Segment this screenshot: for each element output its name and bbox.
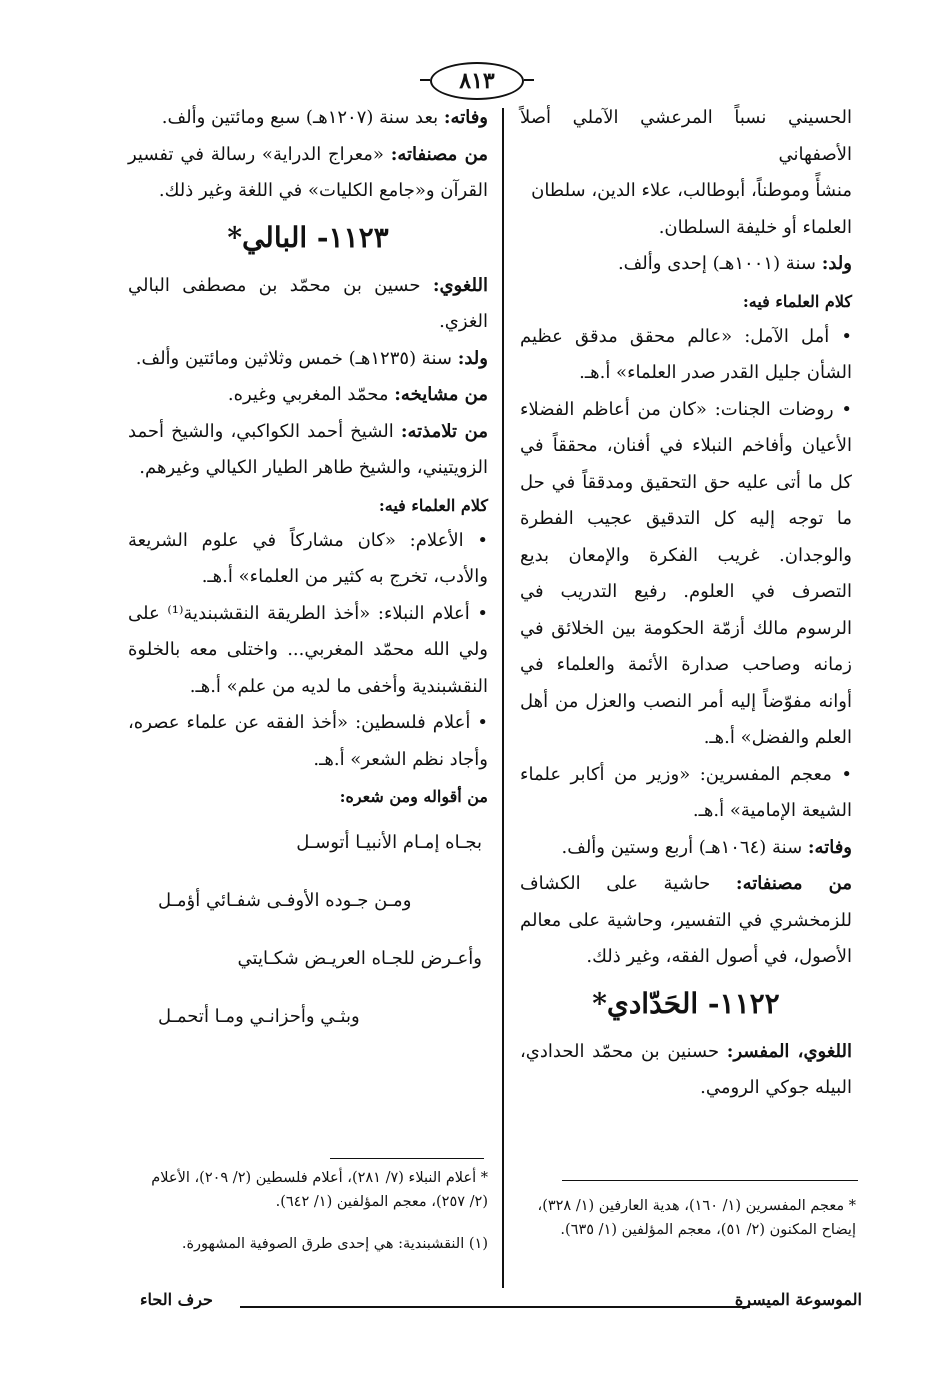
page-number: ٨١٣ (430, 62, 524, 100)
born-label: ولد: (457, 347, 488, 369)
footnote-rule (330, 1158, 484, 1159)
entry-heading: ١١٢٢- الحَدّادي* (592, 986, 780, 1020)
text-line: العلماء أو خليفة السلطان. (658, 216, 852, 238)
teachers-value: محمّد المغربي وغيره. (227, 384, 389, 405)
footer-title: الموسوعة الميسرة (734, 1290, 862, 1309)
lugha-value: حسين بن محمّد بن مصطفى البالي الغزي. (128, 274, 488, 332)
students-value: الشيخ أحمد الكواكبي، والشيخ أحمد الزويتيني، والشيخ طاهر الطيار الكيالي وغيرهم. (128, 420, 488, 478)
birth-line (520, 246, 852, 283)
death-value: بعد سنة (١٢٠٧هـ) سبع ومائتين وألف. (161, 107, 439, 128)
quote: • روضات الجنات: «كان من أعاظم الفضلاء الأعيان وأفاخم النبلاء في أفنان، محققاً في كل ما أتى عليه حق التحقيق ومدققاً في حل ما توجه إليه كل التدقيق عجيب الفطرة والوجدان. غريب الفكرة والإمعان بديع التصرف في العلوم. رفيع التدريب في الرسوم مالك أزمّة الحكومة بين الخلائق في زمانه وصاحب صدارة الأئمة والعلماء في أوانه مفوّضاً إليه أمر النصب والعزل من أهل العلم والفضل» أ.هـ. (520, 398, 852, 748)
lugha-line (128, 268, 488, 341)
footnote-rule (562, 1180, 858, 1181)
born-label: ولد: (821, 253, 852, 274)
works-value: «معراج الدراية» رسالة في تفسير القرآن و«جامع الكليات» في اللغة وغير ذلك. (128, 143, 488, 201)
works-label: من مصنفاته: (390, 143, 488, 165)
death-line (520, 830, 852, 867)
lugha-value: حسنين بن محمّد الحدادي، البيله جوكي الرومي. (520, 1040, 852, 1098)
footnote: * معجم المفسرين (١/ ١٦٠)، هدية العارفين (١/ ٣٢٨)، إيضاح المكنون (٢/ ٥١)، معجم المؤلفين (١/ ٦٣٥). (537, 1198, 856, 1238)
lugha-label: اللغوي: (432, 274, 488, 296)
teachers-line (128, 377, 488, 414)
works-line (520, 866, 852, 976)
text-line: الحسيني نسباً المرعشي الآملي أصلاً الأصفهاني (520, 107, 852, 165)
left-column (128, 100, 488, 1046)
right-column (520, 100, 852, 1107)
verse-line: وبثـي وأحزانـي ومـا أتحمـل (158, 1006, 360, 1027)
footer-section: حرف الحاء (140, 1290, 213, 1309)
death-value: سنة (١٠٦٤هـ) أربع وستين وألف. (561, 836, 803, 858)
quote: • أمل الآمل: «عالم محقق مدقق عظيم الشأن جليل القدر صدر العلماء» أ.هـ. (520, 325, 852, 383)
footnote: (١) النقشبندية: هي إحدى طرق الصوفية المشهورة. (181, 1236, 488, 1252)
students-line (128, 414, 488, 487)
teachers-label: من مشايخه: (394, 384, 488, 405)
quote: • معجم المفسرين: «وزير من أكابر علماء الشيعة الإمامية» أ.هـ. (520, 763, 852, 821)
lugha-line (520, 1034, 852, 1107)
footnote: * أعلام النبلاء (٧/ ٢٨١)، أعلام فلسطين (٢/ ٢٠٩)، الأعلام (٢/ ٢٥٧)، معجم المؤلفين (١/ ٦٤٢). (151, 1170, 488, 1210)
quote: • أعلام فلسطين: «أخذ الفقه عن علماء عصره، وأجاد نظم الشعر» أ.هـ. (128, 712, 488, 770)
born-value: سنة (١٠٠١هـ) إحدى وألف. (617, 253, 816, 274)
sayings-heading: من أقواله ومن شعره: (339, 787, 488, 806)
footer-rule (240, 1306, 750, 1308)
text-line: منشأً وموطناً، أبوطالب، علاء الدين، سلطان (531, 180, 852, 201)
entry-heading: ١١٢٣- البالي* (227, 220, 389, 254)
death-line (128, 100, 488, 137)
born-value: سنة (١٢٣٥هـ) خمس وثلاثين ومائتين وألف. (135, 347, 452, 369)
quote: • الأعلام: «كان مشاركاً في علوم الشريعة والأدب، تخرج به كثير من العلماء» أ.هـ. (128, 529, 488, 587)
scholars-heading: كلام العلماء فيه: (378, 495, 488, 515)
column-divider (502, 108, 504, 1288)
death-label: وفاته: (807, 836, 852, 858)
verse-line: بجـاه إمـام الأنبيـا أتوسـل (296, 832, 482, 853)
verse-line: ومـن جـوده الأوفـى شفـائي أؤمـل (158, 890, 412, 911)
verse-line: وأعـرض للجـاه العريـض شكـايتي (237, 948, 482, 969)
works-value: حاشية على الكشاف للزمخشري في التفسير، وحاشية على معالم الأصول، في أصول الفقه، وغير ذلك. (520, 873, 852, 967)
death-label: وفاته: (443, 107, 488, 128)
quote: • أعلام النبلاء: «أخذ الطريقة النقشبندية⁽¹⁾ على ولي الله محمّد المغربي... واختلى معه بالخلوة النقشبندية وأخفى ما لديه من علم» أ.هـ. (128, 602, 488, 697)
works-label: من مصنفاته: (735, 873, 852, 894)
birth-line (128, 341, 488, 378)
works-line (128, 137, 488, 210)
scholars-heading: كلام العلماء فيه: (742, 291, 852, 311)
lugha-label: اللغوي، المفسر: (726, 1040, 852, 1062)
students-label: من تلامذته: (400, 420, 488, 442)
